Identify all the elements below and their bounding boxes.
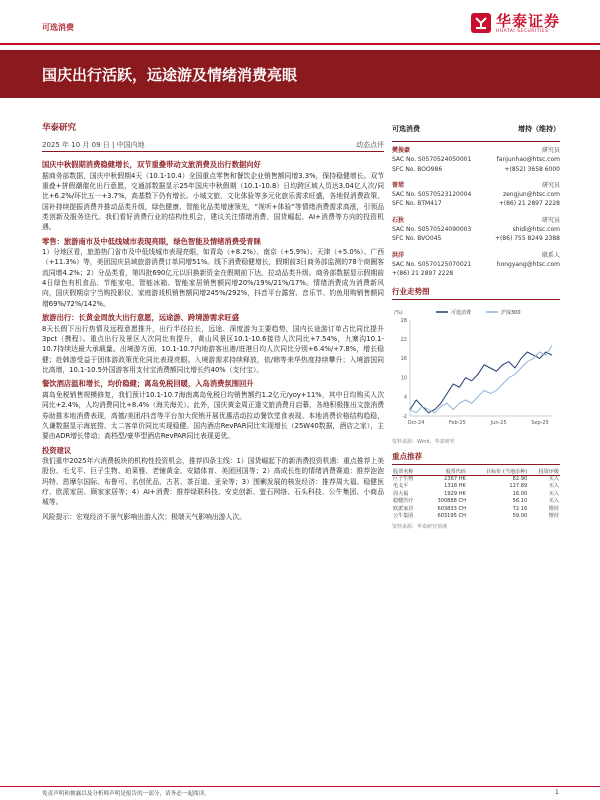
recommendation-table — [392, 469, 560, 521]
analyst-sfc: SFC No. BTM417 — [392, 200, 442, 208]
y-tick-label: 16 — [400, 355, 407, 362]
analyst-sac: SAC No. S0570524090003 — [392, 226, 472, 234]
col-header: 股票代码 — [445, 468, 466, 475]
analyst-card — [392, 216, 560, 244]
report-date: 2025 年 10 月 09 日 — [42, 141, 110, 149]
section-risk — [42, 512, 384, 522]
main-content — [42, 160, 384, 526]
section-heading: 旅游出行：长黄金周放大出行意愿，远途游、跨境游需求旺盛 — [42, 313, 240, 323]
stock-code: 2367 HK — [444, 475, 466, 482]
x-tick-label: Jun-25 — [490, 419, 507, 426]
stock-code: 300888 CH — [437, 498, 466, 505]
section-investment — [42, 446, 384, 508]
y-axis-label: (%) — [394, 309, 403, 316]
report-type: 动态点评 — [356, 141, 384, 149]
analyst-email[interactable]: hongyang@htsc.com — [496, 260, 560, 268]
recommendation-rows — [392, 475, 560, 520]
analyst-email[interactable]: zengjun@htsc.com — [502, 191, 560, 199]
section-heading: 餐饮酒店温和增长，均价稳健；离岛免税回暖，入岛消费氛围回升 — [42, 379, 254, 389]
recs-rule — [392, 464, 560, 465]
table-row — [392, 513, 560, 520]
analyst-name: 樊俊豪 — [392, 147, 411, 154]
chart-source: 资料来源：Wind，华泰研究 — [392, 438, 455, 445]
trend-chart-svg — [392, 304, 560, 436]
analyst-name: 石狄 — [392, 216, 405, 224]
stock-name: 欧派家居 — [393, 505, 414, 512]
analyst-sfc: SFC No. BVO045 — [392, 235, 442, 243]
section-travel — [42, 313, 384, 375]
recs-source: 资料来源：华泰研究预测 — [392, 523, 448, 530]
target-price: 59.00 — [512, 513, 528, 520]
legend-label: 可选消费 — [451, 309, 472, 316]
analyst-phone: +(86) 21 2897 2228 — [392, 270, 454, 278]
section-body: 1）分地区看，旅游热门省市及中低线城市表现亮眼，如青岛（+8.2%）、南京（+5.9%）、天津（+5.0%）、广西（+11.3%）等，美团国庆县域旅游消费订单同增51%。线下消费稳健增长，假期前3日商务部监测的78个商圈客流同增4.2%；2）分品类看，第四批690亿元以旧换新资金在假期前下达，拉动品类升级。商务部数据显示假期前4日绿色有机食品、节能家电、智能冰箱、智能家居销售额同增20%/19%/21%/17%。情绪消费成为消费新风向，国庆假期京宁当购投影仪、家庭游戏机销售额同增245%/292%，抖音平台露营、音乐节、钓鱼用购销售额同增69%/72%/142%。 — [42, 248, 384, 308]
industry-trend-chart — [392, 304, 560, 436]
section-body: 我们重申2025年六消费板块的机构性投资机会，推荐四条主线：1）国货崛起下的新消费投资机遇：重点推荐上美股份、毛戈平、巨子生物、珀莱雅、老铺黄金、安踏体育、美团回国等；2）高成长性的情绪消费赛道：推荐泡泡玛特、恩摩尔国际、布鲁可、名创优品、古茗、茶百道、亚朵等；3）围剿发展的核发经济：推荐周大福、稳健医疗、欧派家居、顾家家居等；4）AI+消费：推荐绿联科技、安克创新、萤石网络、石头科技、公牛集团、小商品城等。 — [42, 457, 384, 507]
dateline: 2025 年 10 月 09 日 | 中国内地 动态点评 — [42, 141, 384, 149]
y-tick-label: 4 — [403, 394, 407, 401]
section-heading: 国庆中秋假期消费稳健增长，双节重叠带动文旅消费及出行数据向好 — [42, 160, 261, 169]
chart-title: 行业走势图 — [392, 286, 430, 296]
page-number: 1 — [555, 789, 559, 796]
recs-title: 重点推荐 — [392, 451, 422, 461]
stock-name: 周大福 — [393, 490, 409, 497]
y-tick-label: 10 — [400, 374, 407, 381]
section-heading: 零售：旅游南市及中低线城市表现亮眼，绿色智能及情绪消费受青睐 — [42, 236, 261, 246]
header-rule — [0, 43, 600, 45]
section-heading: 投资建议 — [42, 445, 72, 455]
section-body: 据商务部数据，国庆中秋假期4天（10.1-10.4）全国重点零售和餐饮企业销售额同增3.3%，保持稳健增长。双节重叠+拼假潮催化出行意愿，交通部数据显示25年国庆中秋假期（10.1-10.8）日均跨区域人员达3.04亿人次/同比+6.2%/环比五一+3.7%，高基数下仍有增长。小城文旅、文化体验等多元化旅乐需求旺盛，各地促消费政策、国补持续提振消费并推动品类升级，绿色健康、智能化品类增速领先，“视听+体验”等情绪消费需求高涨，引领品类创新及服务迭代。我们看好消费行业的结构性机会，建议关注情绪消费、国货崛起、AI+消费等方向的投资机遇。 — [42, 171, 384, 232]
page-title: 国庆出行活跃，远途游及情绪消费亮眼 — [42, 66, 298, 84]
stock-name: 稳健医疗 — [393, 498, 414, 505]
stock-rating: 增持 — [548, 513, 559, 520]
target-price: 82.90 — [512, 475, 528, 482]
research-label: 华泰研究 — [42, 123, 77, 133]
col-header: 投资评级 — [538, 468, 559, 475]
series-line-csi300 — [410, 345, 552, 412]
risk-warning: 风险提示：宏观经济不景气影响出游人次；极端天气影响出游人次。 — [42, 512, 246, 521]
table-row — [392, 506, 560, 513]
sector-label: 可选消费 — [392, 125, 420, 133]
stock-code: 603195 CH — [437, 513, 466, 520]
stock-rating: 买入 — [548, 490, 559, 497]
analyst-name: 曾珺 — [392, 181, 405, 189]
rating-header — [392, 120, 560, 139]
sidebar-rule — [392, 141, 560, 142]
series-line-discretionary — [410, 352, 552, 413]
analyst-email[interactable]: shidi@htsc.com — [512, 226, 560, 234]
col-header: 股票名称 — [393, 468, 414, 475]
stock-name: 公牛集团 — [393, 513, 414, 520]
x-tick-label: Sep-25 — [531, 419, 549, 426]
sidebar — [392, 120, 560, 530]
analyst-name: 洪洋 — [392, 251, 405, 259]
section-dining — [42, 379, 384, 441]
rating-label: 增持（维持） — [518, 125, 560, 133]
x-tick-label: Feb-25 — [448, 419, 466, 426]
section-overview — [42, 160, 384, 233]
stock-code: 603833 CH — [437, 505, 466, 512]
analyst-card — [392, 251, 560, 279]
footer-rule — [0, 786, 600, 787]
target-price: 72.16 — [512, 505, 528, 512]
analyst-sac: SAC No. S0570125070021 — [392, 260, 472, 268]
stock-name: 巨子生物 — [393, 475, 414, 482]
legend-label: 沪深300 — [501, 309, 521, 316]
table-row — [392, 475, 560, 483]
analyst-role: 研究员 — [541, 147, 560, 154]
stock-code: 1929 HK — [444, 490, 466, 497]
x-tick-label: Oct-24 — [407, 419, 425, 426]
table-row — [392, 498, 560, 505]
analyst-phone: +(86) 21 2897 2228 — [498, 200, 560, 208]
dateline-rule — [42, 151, 384, 152]
y-tick-label: 28 — [400, 317, 407, 324]
section-body: 8天长假下出行热情及远程意愿推升，出行半径拉长，远途、深度游为主要趋势，国内长途游订单占比同比提升3pct（携程）。重点出行及景区人次同比有提升，黄山风景区10.1-10.6接待人次同比+7.54%，九寨沟10.1-10.7持续达最大承载量。出境游方面，10.1-10.7内地游客出港/进港日均人次同比分别+6.4%/+7.8%，增长稳健；赴韩游受益于团体游政策优化同比表现亮眼。入境游需求持续释放，依/韩等来华热度持续攀升；入境游国同比高增，10.1-10.5外国游客用支付宝消费额同比增长约40%（支付宝）。 — [42, 324, 384, 374]
target-price: 56.10 — [512, 498, 528, 505]
huatai-logo-mark-icon — [470, 12, 492, 34]
chart-rule — [392, 299, 560, 300]
report-region: 中国内地 — [116, 141, 145, 149]
section-retail — [42, 237, 384, 310]
section-body: 离岛免税销售规模修复，我们预计10.1-10.7海南离岛免税日均销售额约1.2亿元/yoy+11%，其中日均购买人次同比+2.4%，人均消费同比+8.4%（海关海关）。此外，国庆黄金周正逢文旅消费月启幕，各地积极推出文旅消费券助推本地消费表现，高德/美团/抖音等平台加大促销开展优惠活动拉动餐饮堂食表现。本地消费价格结构趋稳，久谦数据显示海底捞、太二客单价同比实现稳健。国内酒店RevPAR同比实现增长（25W40数据，酒店之家），主要由ADR增长带动；高档型/豪华型酒店RevPAR同比表现更优。 — [42, 390, 384, 441]
analyst-phone: +(852) 3658 6000 — [504, 165, 560, 173]
analyst-role: 联系人 — [541, 251, 560, 259]
y-tick-label: 22 — [400, 336, 407, 343]
stock-rating: 增持 — [548, 505, 559, 512]
target-price: 127.89 — [509, 483, 528, 490]
analyst-phone: +(86) 755 8249 2388 — [494, 235, 560, 243]
stock-rating: 买入 — [548, 498, 559, 505]
analyst-role: 研究员 — [541, 216, 560, 224]
y-tick-label: -2 — [402, 413, 407, 420]
stock-rating: 买入 — [548, 475, 559, 482]
col-header: 目标价 (当地币种) — [485, 468, 528, 475]
table-header-row — [392, 469, 560, 476]
analyst-card — [392, 146, 560, 174]
analyst-email[interactable]: fanjunhao@htsc.com — [496, 156, 560, 164]
stock-code: 1318 HK — [444, 483, 466, 490]
stock-name: 毛戈平 — [393, 483, 409, 490]
huatai-logo — [470, 10, 590, 40]
footer-disclaimer: 免责声明和披露以及分析师声明是报告的一部分，请务必一起阅读。 — [42, 791, 210, 797]
logo-subtitle: HUATAI SECURITIES — [496, 29, 549, 34]
logo-name: 华泰证券 — [496, 12, 561, 30]
analyst-sfc: SFC No. BOO986 — [392, 165, 443, 173]
stock-rating: 买入 — [548, 483, 559, 490]
table-row — [392, 483, 560, 490]
analyst-sac: SAC No. S0570523120004 — [392, 191, 472, 199]
analyst-card — [392, 181, 560, 209]
target-price: 16.00 — [512, 490, 528, 497]
table-row — [392, 491, 560, 498]
category-tag: 可选消费 — [42, 23, 74, 32]
analyst-role: 研究员 — [541, 181, 560, 189]
analyst-sac: SAC No. S0570524050001 — [392, 156, 472, 164]
